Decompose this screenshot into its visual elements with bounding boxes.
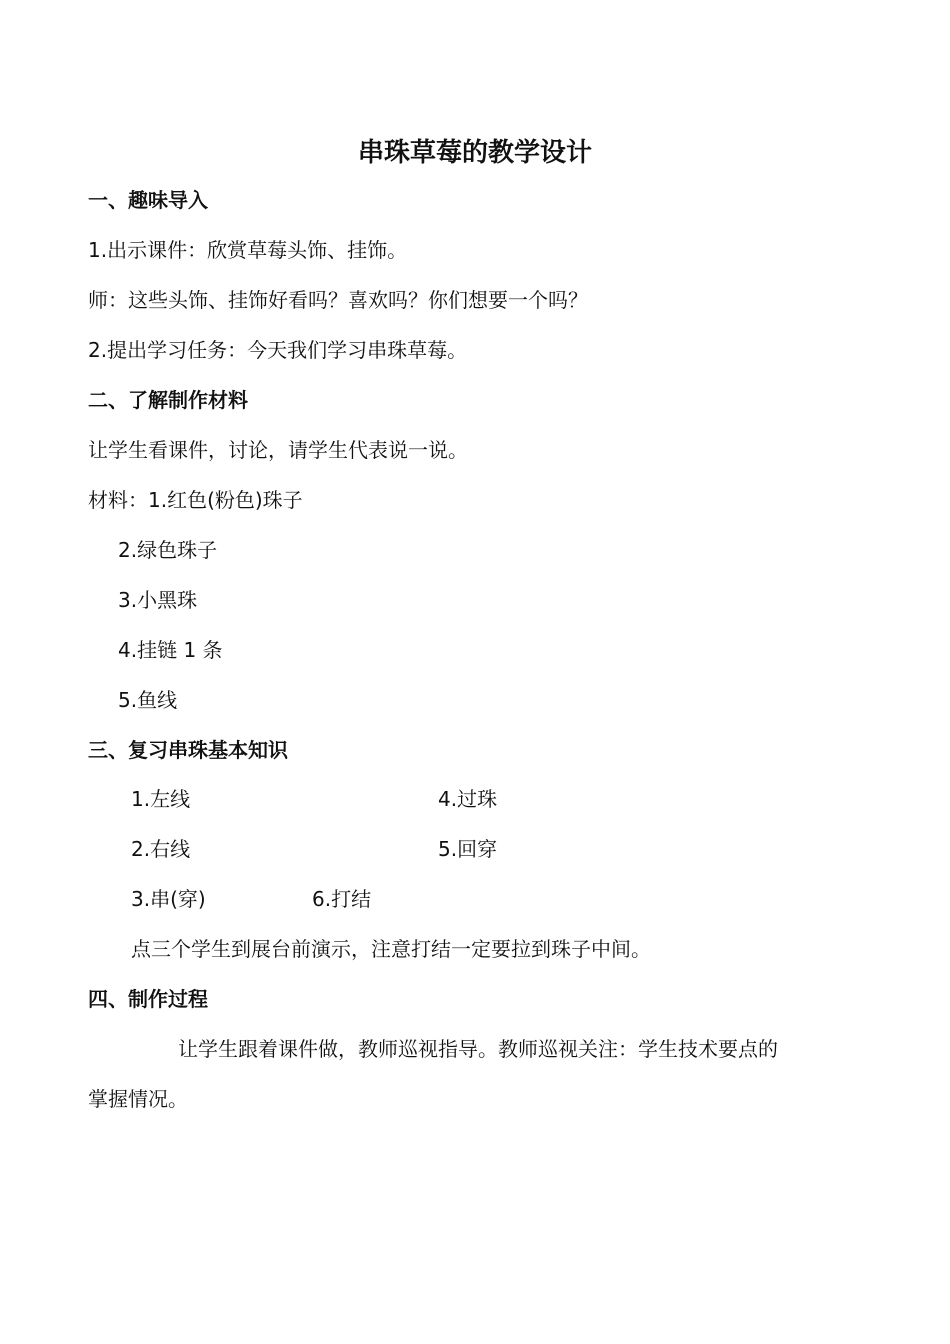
section-heading-materials: 二、了解制作材料 (88, 388, 248, 412)
material-item-4: 4.挂链 1 条 (118, 638, 223, 662)
section-heading-intro: 一、趣味导入 (88, 188, 208, 212)
teacher-question: 师：这些头饰、挂饰好看吗？喜欢吗？你们想要一个吗？ (88, 288, 588, 312)
knowledge-item-5: 5.回穿 (438, 837, 498, 861)
material-item-3: 3.小黑珠 (118, 588, 198, 612)
knowledge-item-4: 4.过珠 (438, 787, 498, 811)
materials-intro: 让学生看课件，讨论，请学生代表说一说。 (88, 438, 468, 462)
section-heading-process: 四、制作过程 (88, 987, 208, 1011)
material-item-2: 2.绿色珠子 (118, 538, 218, 562)
document-title: 串珠草莓的教学设计 (357, 138, 592, 168)
knowledge-item-2: 2.右线 (131, 837, 191, 861)
knowledge-item-3: 3.串(穿) (131, 887, 206, 911)
knowledge-item-1: 1.左线 (131, 787, 191, 811)
process-paragraph-line-1: 让学生跟着课件做，教师巡视指导。教师巡视关注：学生技术要点的 (178, 1037, 778, 1061)
material-item-1: 材料：1.红色(粉色)珠子 (88, 488, 303, 512)
process-paragraph-line-2: 掌握情况。 (88, 1087, 188, 1111)
intro-step-1: 1.出示课件：欣赏草莓头饰、挂饰。 (88, 238, 408, 262)
section-heading-review: 三、复习串珠基本知识 (88, 738, 288, 762)
intro-step-2: 2.提出学习任务：今天我们学习串珠草莓。 (88, 338, 468, 362)
knowledge-item-6: 6.打结 (312, 887, 372, 911)
material-item-5: 5.鱼线 (118, 688, 178, 712)
review-note: 点三个学生到展台前演示，注意打结一定要拉到珠子中间。 (131, 937, 651, 961)
